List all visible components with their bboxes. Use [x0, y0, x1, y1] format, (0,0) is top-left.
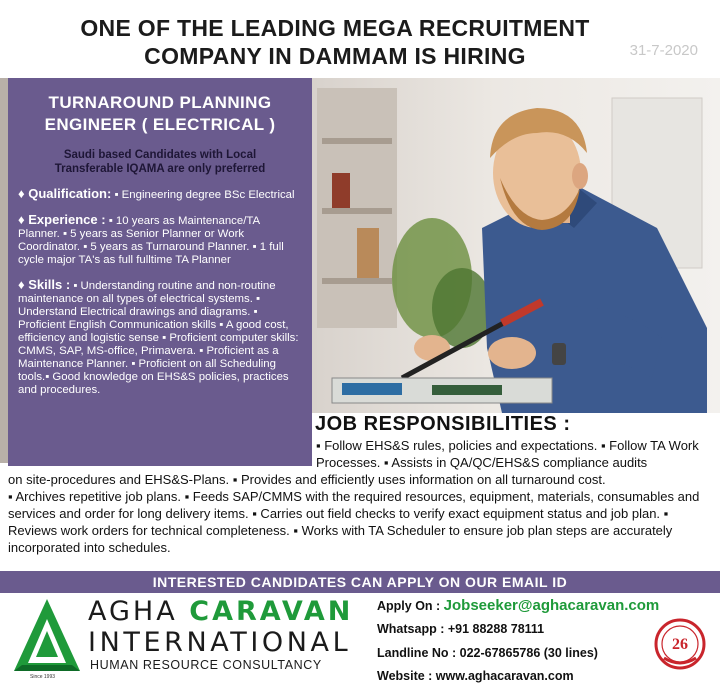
post-date: 31-7-2020 [629, 42, 698, 59]
headline [0, 14, 670, 70]
apply-banner: INTERESTED CANDIDATES CAN APPLY ON OUR EMAIL ID [0, 571, 720, 593]
skills-label: ♦ Skills : [18, 277, 71, 292]
apply-line [377, 597, 659, 614]
anniversary-badge-icon [654, 618, 706, 670]
whatsapp-line[interactable]: Whatsapp : +91 88288 78111 [377, 622, 545, 636]
badge-number: 26 [672, 636, 688, 653]
job-details-panel [8, 78, 312, 466]
eligibility-note [18, 148, 302, 176]
company-name-line-1 [88, 596, 353, 627]
responsibilities-heading: JOB RESPONSIBILITIES : [315, 413, 571, 435]
responsibilities-rest: ▪ Archives repetitive job plans. ▪ Feeds SAP/CMMS with the required resources, equipment, materials, consumables and services and order for long delivery items. ▪ Carries out field checks to verify exact equipment status and job plan. ▪ Reviews work orders for technical completeness. ▪ Works with TA Scheduler to ensure job plan steps are accurately incorporated into schedules. [8, 489, 700, 555]
company-tagline: HUMAN RESOURCE CONSULTANCY [90, 658, 322, 672]
company-name-caravan: CARAVAN [189, 596, 354, 627]
qualification-section [18, 187, 302, 202]
company-name-line-2: INTERNATIONAL [88, 627, 352, 658]
engineer-photo [312, 78, 720, 413]
skills-section [18, 278, 302, 397]
experience-section [18, 213, 302, 267]
job-title [18, 92, 302, 136]
agha-caravan-logo-icon [12, 597, 82, 675]
job-title-line-2: ENGINEER ( ELECTRICAL ) [44, 115, 276, 134]
qualification-label: ♦ Qualification: [18, 186, 112, 201]
website-line[interactable]: Website : www.aghacaravan.com [377, 669, 574, 683]
company-name-agha: AGHA [88, 596, 190, 627]
job-title-line-1: TURNAROUND PLANNING [48, 93, 272, 112]
headline-line-1: ONE OF THE LEADING MEGA RECRUITMENT [80, 15, 590, 41]
headline-line-2: COMPANY IN DAMMAM IS HIRING [144, 43, 526, 69]
experience-text: ▪ 10 years as Maintenance/TA Planner. ▪ 5 years as Senior Planner or Work Coordinator. ▪ 5 years as Turnaround Planner. ▪ 1 full cycle major TA's as full fulltime TA Planner [18, 215, 284, 266]
email-link[interactable]: Jobseeker@aghacaravan.com [443, 597, 660, 614]
eligibility-note-line-1: Saudi based Candidates with Local [63, 149, 257, 161]
experience-label: ♦ Experience : [18, 212, 106, 227]
apply-label: Apply On : [377, 599, 444, 613]
skills-text: ▪ Understanding routine and non-routine maintenance on all types of electrical systems. ▪ Understand Electrical drawings and diagrams. ▪ Proficient English Communication skills ▪ A good cost, efficiency and logistic sense ▪ Proficient computer skills: CMMS, SAP, MS-office, Primavera. ▪ Proficient as a Maintenance Planner. ▪ Proficient on all Scheduling tools.▪ Good knowledge on EHS&S policies, practices and procedures. [18, 280, 299, 396]
qualification-text: ▪ Engineering degree BSc Electrical [111, 189, 295, 201]
left-decor-strip [0, 78, 8, 463]
engineer-illustration [312, 78, 720, 413]
landline-line[interactable]: Landline No : 022-67865786 (30 lines) [377, 646, 598, 660]
since-label: Since 1993 [30, 674, 56, 680]
responsibilities-line-2: on site-procedures and EHS&S-Plans. ▪ Provides and efficiently uses information on all turnaround cost. [8, 472, 606, 487]
responsibilities-line-1: ▪ Follow EHS&S rules, policies and expectations. ▪ Follow TA Work Processes. ▪ Assists in QA/QC/EHS&S compliance audits [316, 438, 699, 470]
eligibility-note-line-2: Transferable IQAMA are only preferred [54, 163, 266, 175]
